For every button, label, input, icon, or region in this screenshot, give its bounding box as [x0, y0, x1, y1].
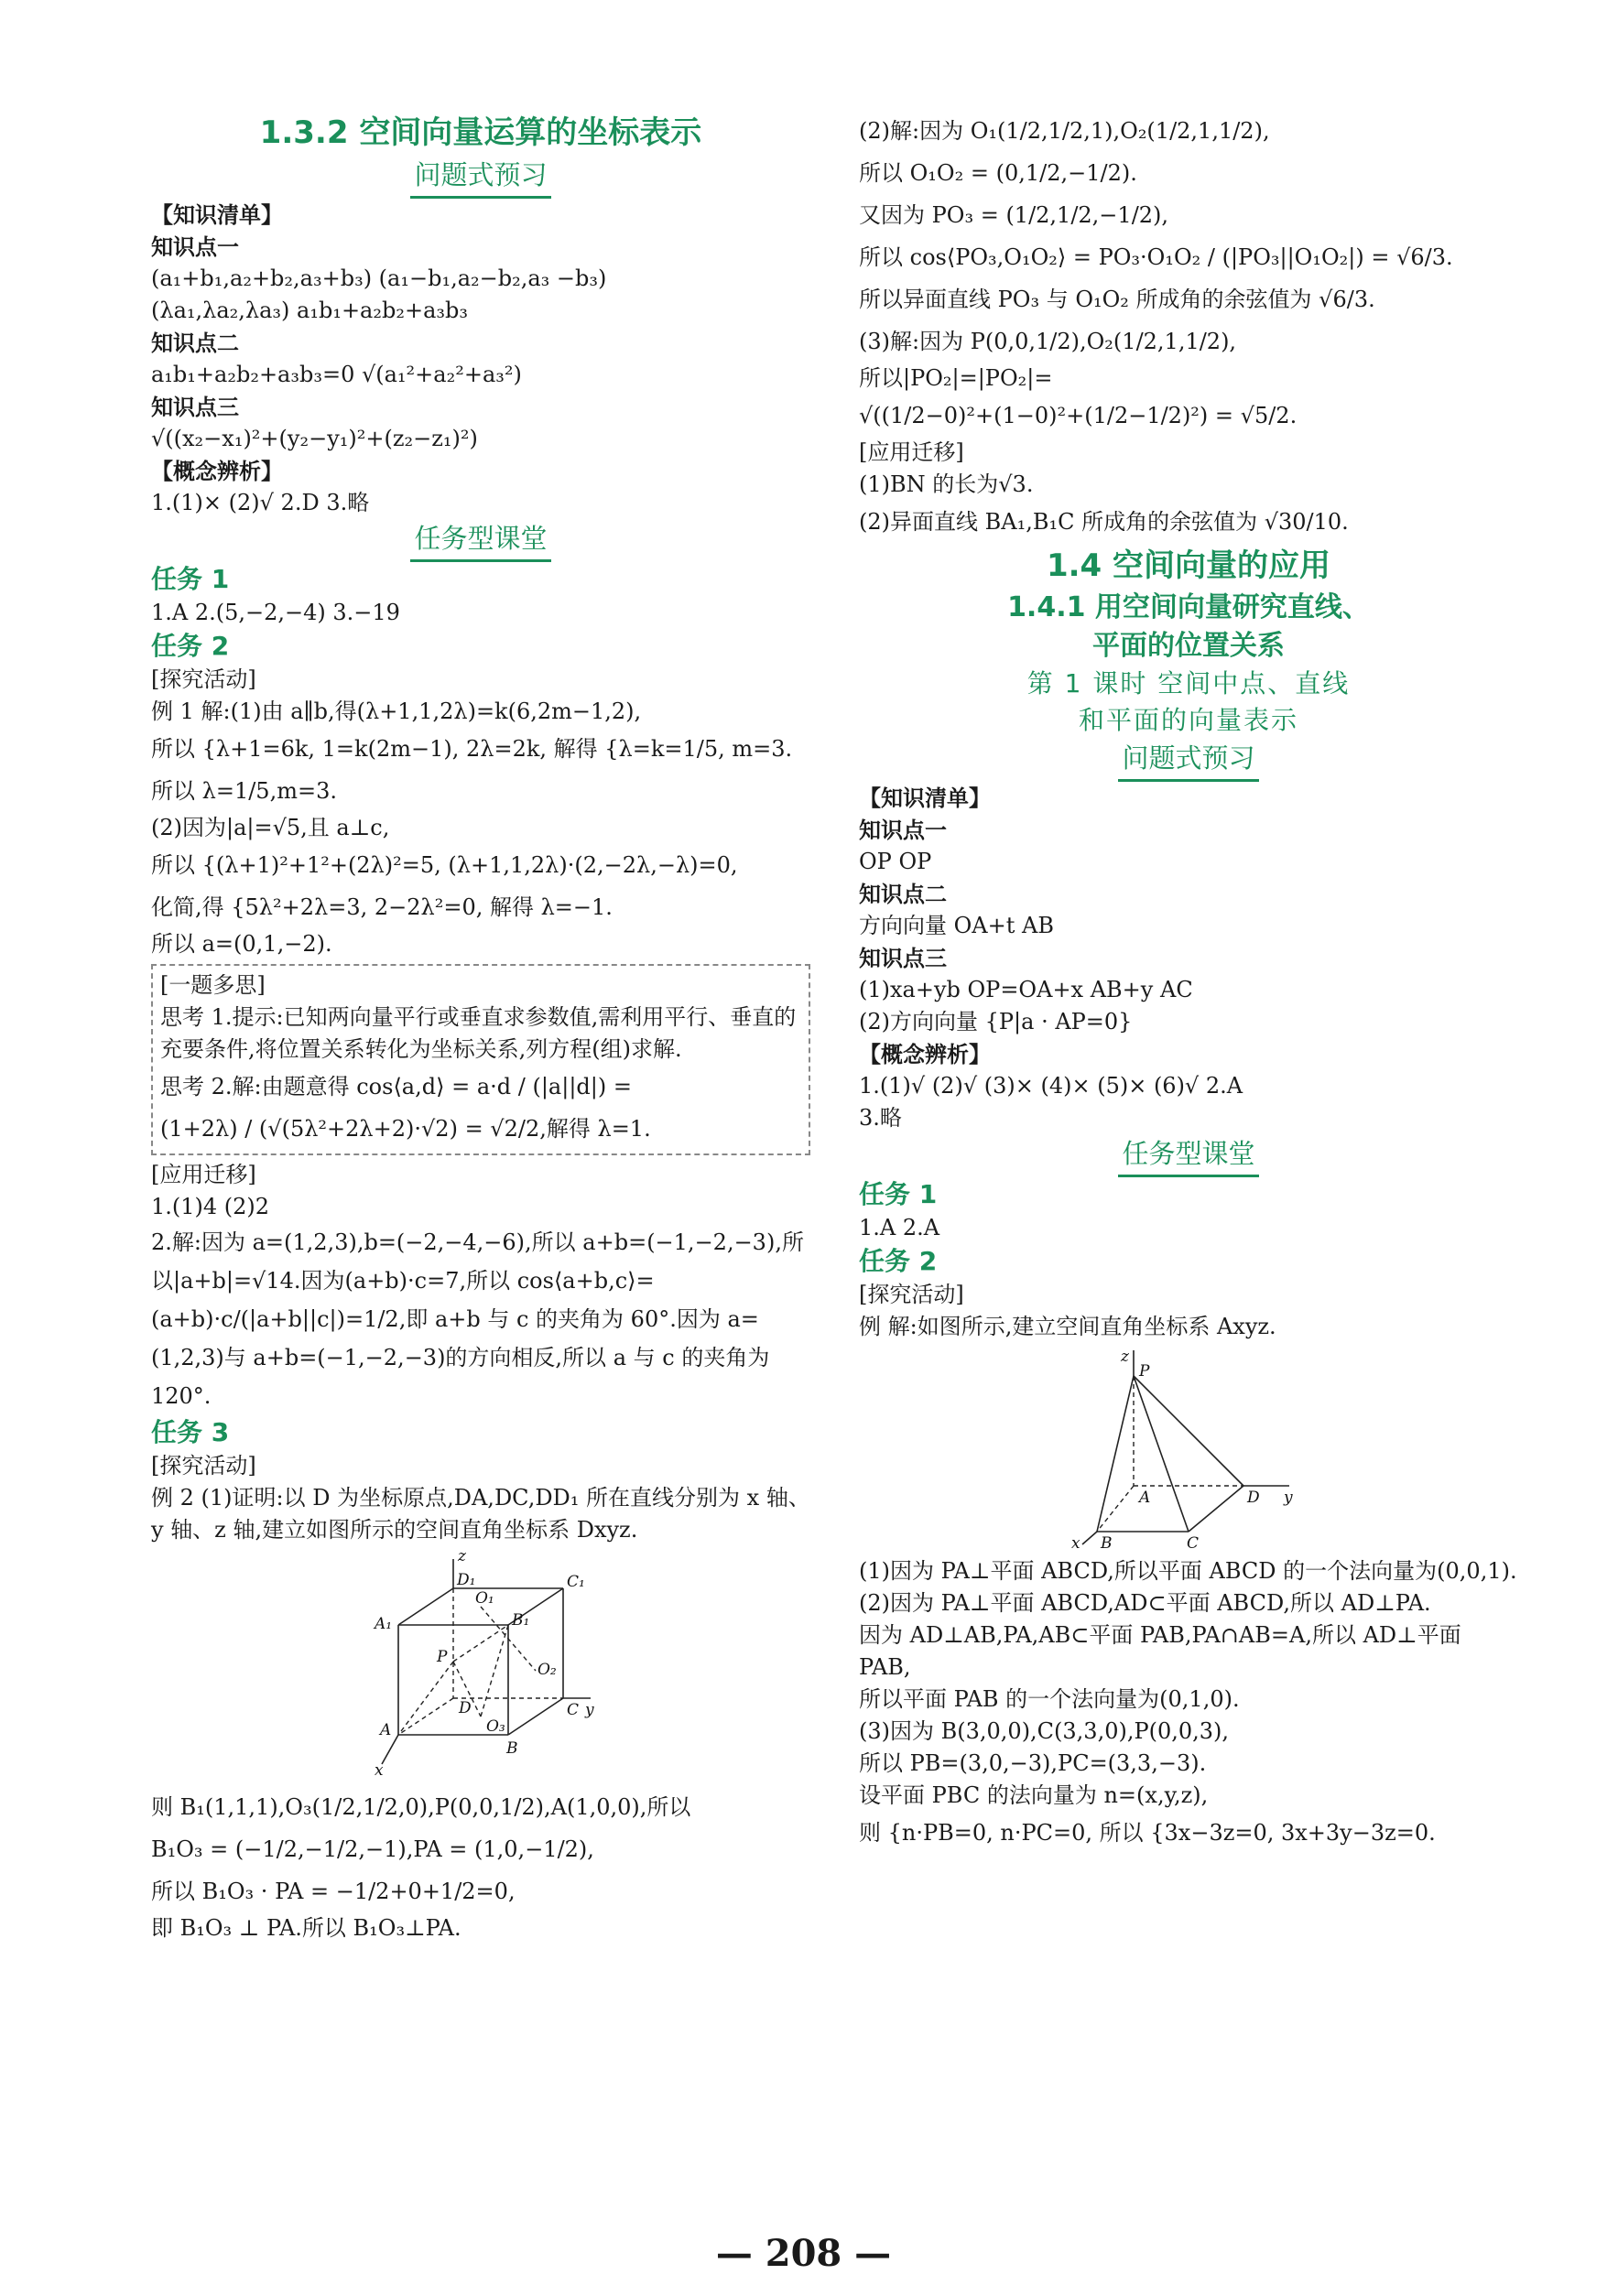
- edge-cd: [1189, 1486, 1243, 1532]
- example-r-line-3: (2)因为 PA⊥平面 ABCD,AD⊂平面 ABCD,所以 AD⊥PA.: [859, 1590, 1431, 1616]
- concept-answers-2b: 3.略: [859, 1105, 902, 1131]
- example-2-intro: 例 2 (1)证明:以 D 为坐标原点,DA,DC,DD₁ 所在直线分别为 x 轴、y 轴、z 轴,建立如图所示的空间直角坐标系 Dxyz.: [151, 1485, 810, 1543]
- right-line-4: 所以 cos⟨PO₃,O₁O₂⟩ = PO₃·O₁O₂ / (|PO₃||O₁O₂|) = √6/3.: [859, 244, 1453, 270]
- preview-banner: 问题式预习: [151, 156, 810, 199]
- example-1-line-4: (2)因为|a|=√5,且 a⊥c,: [151, 815, 390, 840]
- task-1-heading: 任务 1: [151, 564, 230, 594]
- label: z: [1121, 1348, 1129, 1366]
- example-r-line-4: 因为 AD⊥AB,PA,AB⊂平面 PAB,PA∩AB=A,所以 AD⊥平面 PAB,: [859, 1622, 1461, 1680]
- cube-figure: [362, 1552, 600, 1781]
- right-line-6: (3)解:因为 P(0,0,1/2),O₂(1/2,1,1/2),: [859, 329, 1237, 354]
- example-r-line-6: (3)因为 B(3,0,0),C(3,3,0),P(0,0,3),: [859, 1718, 1230, 1744]
- knowledge-header: 【知识清单】: [151, 201, 283, 228]
- kp1-label: 知识点一: [151, 233, 239, 260]
- lesson-title-2: 和平面的向量表示: [1078, 705, 1298, 735]
- preview-banner-2: 问题式预习: [859, 739, 1518, 782]
- label: y: [1284, 1489, 1293, 1507]
- concept-answers: 1.(1)× (2)√ 2.D 3.略: [151, 490, 370, 515]
- kp1-label-2: 知识点一: [859, 817, 947, 843]
- subsection-title-1: 1.4.1 用空间向量研究直线、: [1007, 591, 1370, 623]
- subsection-title-2: 平面的位置关系: [1092, 630, 1285, 662]
- explore-heading-2: [探究活动]: [151, 1453, 256, 1478]
- task-2b-heading: 任务 2: [859, 1246, 938, 1276]
- label: O₁: [475, 1589, 494, 1608]
- think-1: 思考 1.提示:已知两向量平行或垂直求参数值,需利用平行、垂直的充要条件,将位置关系转化为坐标关系,列方程(组)求解.: [160, 1004, 797, 1062]
- explore-heading-3: [探究活动]: [859, 1282, 964, 1307]
- edge-pc: [1134, 1376, 1189, 1532]
- task-1-answers: 1.A 2.(5,−2,−4) 3.−19: [151, 600, 400, 625]
- example-r-line-8: 设平面 PBC 的法向量为 n=(x,y,z),: [859, 1782, 1209, 1808]
- segment-b1o3: [481, 1625, 508, 1717]
- example-r-line-5: 所以平面 PAB 的一个法向量为(0,1,0).: [859, 1686, 1240, 1712]
- label: D: [459, 1699, 472, 1717]
- example-2-line-4: 所以 B₁O₃ · PA = −1/2+0+1/2=0,: [151, 1879, 516, 1904]
- example-r-line-9: 则 {n·PB=0, n·PC=0, 所以 {3x−3z=0, 3x+3y−3z=0.: [859, 1820, 1436, 1846]
- apply-2-answer-2: (2)异面直线 BA₁,B₁C 所成角的余弦值为 √30/10.: [859, 509, 1349, 535]
- label: D: [1247, 1489, 1260, 1507]
- right-line-7: 所以|PO₂|=|PO₂|=: [859, 365, 1053, 391]
- example-1-line-6: 化简,得 {5λ²+2λ=3, 2−2λ²=0, 解得 λ=−1.: [151, 894, 613, 920]
- example-2-line-5: 即 B₁O₃ ⊥ PA.所以 B₁O₃⊥PA.: [151, 1915, 461, 1941]
- example-2-line-2: 则 B₁(1,1,1),O₃(1/2,1/2,0),P(0,0,1/2),A(1,0,0),所以: [151, 1794, 691, 1820]
- right-line-8: √((1/2−0)²+(1−0)²+(1/2−1/2)²) = √5/2.: [859, 403, 1298, 428]
- chapter-title: 1.4 空间向量的应用: [1046, 547, 1331, 584]
- hidden-edge: [398, 1698, 453, 1735]
- class-banner: 任务型课堂: [151, 519, 810, 562]
- knowledge-header-2: 【知识清单】: [859, 785, 991, 811]
- example-r-line-7: 所以 PB=(3,0,−3),PC=(3,3,−3).: [859, 1750, 1207, 1776]
- task-2-heading: 任务 2: [151, 631, 230, 661]
- apply-2-answer-1: (1)BN 的长为√3.: [859, 471, 1034, 497]
- segment-pa: [398, 1662, 453, 1735]
- label: y: [585, 1701, 594, 1719]
- apply-heading-2: [应用迁移]: [859, 439, 964, 465]
- kp1-answer-1: (a₁+b₁,a₂+b₂,a₃+b₃) (a₁−b₁,a₂−b₂,a₃ −b₃): [151, 265, 607, 291]
- concept-header-2: 【概念辨析】: [859, 1041, 991, 1067]
- label: O₃: [486, 1717, 505, 1736]
- right-line-2: 所以 O₁O₂ = (0,1/2,−1/2).: [859, 160, 1137, 186]
- kp3-label: 知识点三: [151, 394, 239, 420]
- edge-pd: [1134, 1376, 1243, 1486]
- example-1-line-5: 所以 {(λ+1)²+1²+(2λ)²=5, (λ+1,1,2λ)·(2,−2λ,−λ)=0,: [151, 852, 738, 878]
- apply-1-answer-1: 1.(1)4 (2)2: [151, 1194, 270, 1219]
- multi-think-box: [151, 964, 810, 1155]
- label: B: [506, 1739, 518, 1758]
- example-r-line-1: 例 解:如图所示,建立空间直角坐标系 Axyz.: [859, 1314, 1276, 1339]
- example-1-line-2: 所以 {λ+1=6k, 1=k(2m−1), 2λ=2k, 解得 {λ=k=1/5, m=3.: [151, 736, 793, 762]
- explore-heading-1: [探究活动]: [151, 666, 256, 692]
- class-banner-2: 任务型课堂: [859, 1134, 1518, 1177]
- apply-1-answer-2: 2.解:因为 a=(1,2,3),b=(−2,−4,−6),所以 a+b=(−1,−2,−3),所以|a+b|=√14.因为(a+b)·c=7,所以 cos⟨a+b,c⟩=(a+b)·c/(|a+b||c|)=1/2,即 a+b 与 c 的夹角为 60°.因为 a=(1,2,3)与 a+b=(−1,−2,−3)的方向相反,所以 a 与 c 的夹角为 120°.: [151, 1229, 804, 1409]
- section-title: 1.3.2 空间向量运算的坐标表示: [259, 114, 702, 151]
- label: O₂: [537, 1661, 557, 1679]
- example-r-line-2: (1)因为 PA⊥平面 ABCD,所以平面 ABCD 的一个法向量为(0,0,1).: [859, 1558, 1517, 1584]
- label: A₁: [375, 1615, 393, 1633]
- left-column: [151, 110, 810, 1944]
- kp2-answer-r: 方向向量 OA+t AB: [859, 913, 1054, 938]
- concept-header: 【概念辨析】: [151, 458, 283, 484]
- label: B₁: [512, 1611, 530, 1630]
- label: P: [437, 1648, 448, 1666]
- label: C₁: [567, 1573, 585, 1591]
- label: C: [1187, 1534, 1200, 1550]
- task-1b-answers: 1.A 2.A: [859, 1215, 940, 1240]
- label: C: [567, 1701, 580, 1719]
- task-3-heading: 任务 3: [151, 1417, 230, 1447]
- label: x: [1071, 1534, 1080, 1550]
- page-number: — 208 —: [715, 2232, 892, 2275]
- kp3-label-2: 知识点三: [859, 945, 947, 971]
- pyramid-figure: [1070, 1348, 1308, 1550]
- concept-answers-2a: 1.(1)√ (2)√ (3)× (4)× (5)× (6)√ 2.A: [859, 1073, 1243, 1099]
- task-1b-heading: 任务 1: [859, 1179, 938, 1209]
- kp3-answer-r2: (2)方向向量 {P|a · AP=0}: [859, 1009, 1133, 1034]
- lesson-title-1: 第 1 课时 空间中点、直线: [1026, 668, 1351, 699]
- right-line-5: 所以异面直线 PO₃ 与 O₁O₂ 所成角的余弦值为 √6/3.: [859, 287, 1375, 312]
- kp1-answer-2: (λa₁,λa₂,λa₃) a₁b₁+a₂b₂+a₃b₃: [151, 298, 468, 323]
- cube-edge: [508, 1698, 563, 1735]
- kp2-answer: a₁b₁+a₂b₂+a₃b₃=0 √(a₁²+a₂²+a₃²): [151, 362, 522, 387]
- x-axis: [1082, 1532, 1097, 1544]
- apply-heading-1: [应用迁移]: [151, 1162, 256, 1187]
- label: P: [1139, 1362, 1150, 1381]
- label: x: [375, 1761, 384, 1780]
- think-2-line-2: (1+2λ) / (√(5λ²+2λ+2)·√2) = √2/2,解得 λ=1.: [160, 1116, 651, 1142]
- kp3-answer: √((x₂−x₁)²+(y₂−y₁)²+(z₂−z₁)²): [151, 426, 478, 451]
- box-title: [一题多思]: [160, 972, 266, 998]
- example-1-line-7: 所以 a=(0,1,−2).: [151, 931, 332, 957]
- kp2-label: 知识点二: [151, 330, 239, 356]
- label: B: [1101, 1534, 1113, 1550]
- label: z: [458, 1552, 466, 1565]
- label: A: [380, 1721, 392, 1739]
- kp2-label-2: 知识点二: [859, 881, 947, 907]
- cube-edge: [398, 1588, 453, 1625]
- right-column: [859, 110, 1518, 1854]
- example-1-line-3: 所以 λ=1/5,m=3.: [151, 778, 337, 804]
- think-2-line-1: 思考 2.解:由题意得 cos⟨a,d⟩ = a·d / (|a||d|) =: [160, 1074, 632, 1099]
- right-line-3: 又因为 PO₃ = (1/2,1/2,−1/2),: [859, 202, 1169, 228]
- segment: [453, 1625, 508, 1662]
- right-line-1: (2)解:因为 O₁(1/2,1/2,1),O₂(1/2,1,1/2),: [859, 118, 1270, 144]
- example-2-line-3: B₁O₃ = (−1/2,−1/2,−1),PA = (1,0,−1/2),: [151, 1836, 594, 1862]
- example-1-line-1: 例 1 解:(1)由 a∥b,得(λ+1,1,2λ)=k(6,2m−1,2),: [151, 699, 642, 724]
- label: A: [1139, 1489, 1151, 1507]
- kp1-answer-r: OP OP: [859, 849, 932, 874]
- kp3-answer-r1: (1)xa+yb OP=OA+x AB+y AC: [859, 977, 1193, 1002]
- label: D₁: [457, 1571, 476, 1589]
